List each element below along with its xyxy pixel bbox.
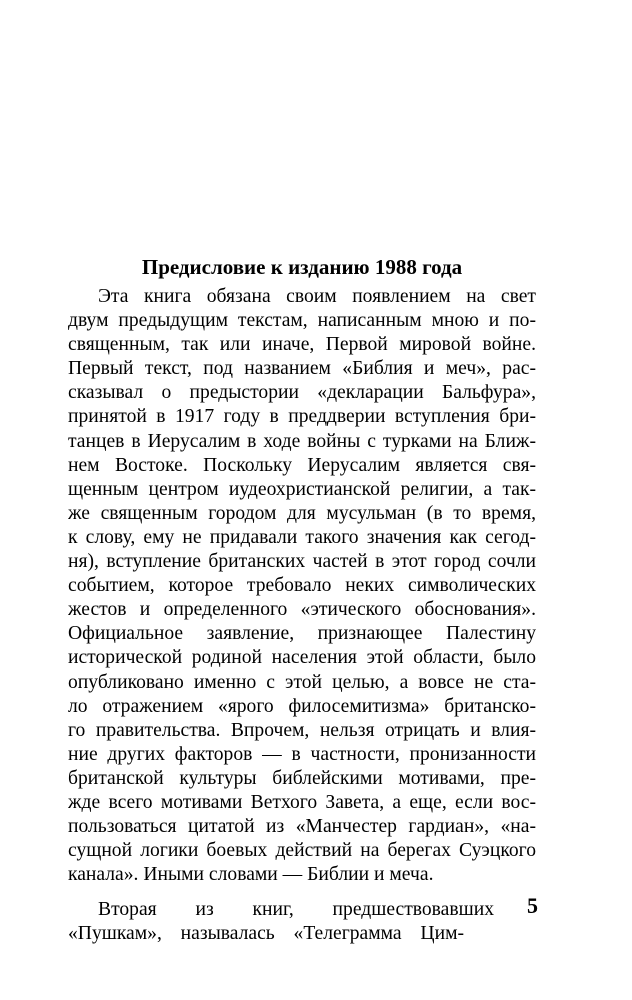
text-line: Первый текст, под названием «Библия и меч», рас- [68,358,536,380]
text-line: канала». Иными словами — Библии и меча. [68,864,434,886]
text-line: щенным центром иудеохристианской религии, а так- [68,478,536,500]
section-heading: Предисловие к изданию 1988 года [141,255,463,279]
text-line: жде всего мотивами Ветхого Завета, а еще, если вос- [68,791,536,813]
text-line: ня), вступление британских частей в этот город сочли [68,551,536,573]
text-line: ло отражением «ярого филосемитизма» британско- [68,695,536,717]
text-line: опубликовано именно с этой целью, а вовсе не ста- [68,671,536,693]
text-line: нем Востоке. Поскольку Иерусалим является свя- [68,454,536,476]
text-line: пользоваться цитатой из «Манчестер гардиан», «на- [68,816,536,838]
text-line: сказывал о предыстории «декларации Бальфура», [68,382,536,404]
text-line: к слову, ему не придавали такого значения как сегод- [68,526,536,548]
text-line: ние других факторов — в частности, пронизанности [68,743,536,765]
text-line: Вторая из книг, предшествовавших [98,899,494,921]
body-text [68,285,536,947]
paragraph-gap [68,887,536,898]
text-line: жестов и определенного «этического обоснования». [68,599,536,621]
text-line: британской культуры библейскими мотивами, пре- [68,767,536,789]
text-line: же священным городом для мусульман (в то время, [68,502,536,524]
text-line: го правительства. Впрочем, нельзя отрицать и влия- [68,719,536,741]
paragraph-2 [68,898,536,946]
text-line: исторической родиной населения этой области, было [68,647,536,669]
text-line: принятой в 1917 году в преддверии вступления бри- [68,406,536,428]
text-line: двум предыдущим текстам, написанным мною и по- [68,310,536,332]
text-line: Официальное заявление, признающее Палестину [68,623,536,645]
text-line: танцев в Иерусалим в ходе войны с турками на Ближ- [68,430,536,452]
text-line: «Пушкам», называлась «Телеграмма Цим- [68,923,464,945]
paragraph-1 [68,285,536,887]
page-number: 5 [527,893,538,918]
text-line: сущной логики боевых действий на берегах Суэцкого [68,840,536,862]
text-line: событием, которое требовало неких символических [68,575,536,597]
text-line: Эта книга обязана своим появлением на свет [98,286,536,307]
text-line: священным, так или иначе, Первой мировой войне. [68,334,536,356]
